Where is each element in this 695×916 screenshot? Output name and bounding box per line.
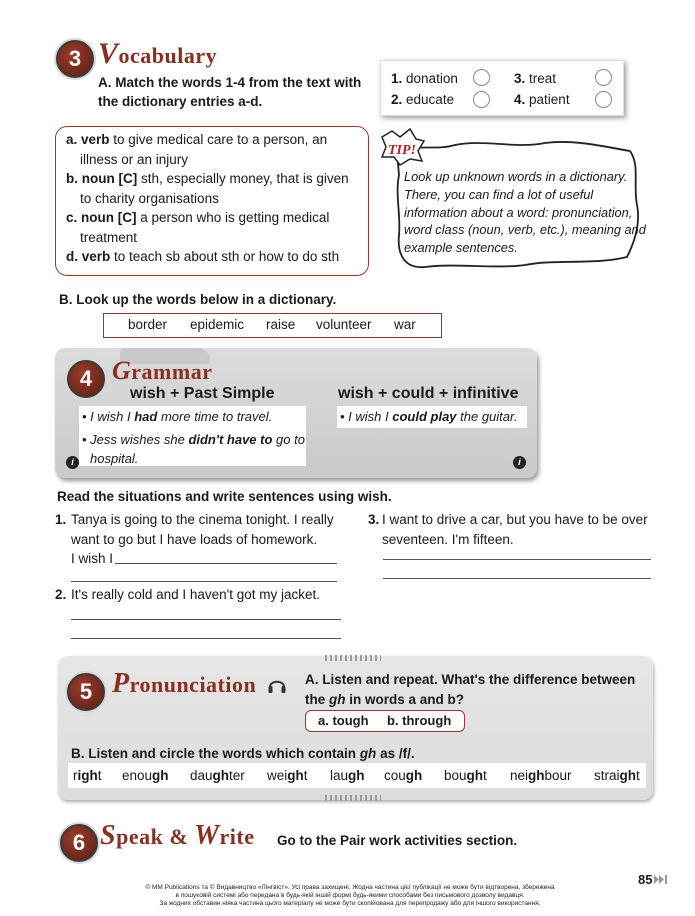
grammar-example: • I wish I had more time to travel. xyxy=(82,409,273,424)
pron-word[interactable]: cough xyxy=(384,768,423,783)
speak-write-title: Speak & Write xyxy=(100,820,255,851)
info-icon[interactable]: i xyxy=(513,456,526,469)
exercise-item-1: 1. Tanya is going to the cinema tonight. I really want to go but I have loads of homework. I wish I xyxy=(55,512,334,566)
word-item: 4. patient xyxy=(514,92,570,107)
pron-instruction-b: B. Listen and circle the words which contain gh as /f/. xyxy=(71,746,415,761)
definition-c: c. noun [C] a person who is getting medical treatment xyxy=(66,210,330,245)
pron-word[interactable]: daughter xyxy=(190,768,245,783)
headphones-icon[interactable] xyxy=(267,675,287,695)
vocab-instruction-a: A. Match the words 1-4 from the text with the dictionary entries a-d. xyxy=(98,75,362,109)
tip-badge-icon xyxy=(378,127,426,167)
example-word: a. tough xyxy=(318,713,369,728)
section-number-6: 6 xyxy=(60,824,98,862)
word-item: 2. educate xyxy=(391,92,455,107)
pron-word-row xyxy=(68,763,646,788)
answer-circle[interactable] xyxy=(473,91,490,108)
grammar-task-instruction: Read the situations and write sentences using wish. xyxy=(57,489,392,504)
exercise-item-2: 2. It's really cold and I haven't got my jacket. xyxy=(55,587,321,602)
pron-word[interactable]: neighbour xyxy=(510,768,572,783)
tip-text: Look up unknown words in a dictionary. There, you can find a lot of useful information about a word: pronunciation, word class (noun, verb, etc.), meaning and example sentences. xyxy=(404,169,646,256)
section-number-5: 5 xyxy=(67,673,105,711)
exercise-item-3: 3. I want to drive a car, but you have to be over seventeen. I'm fifteen. xyxy=(368,512,648,547)
speak-write-instruction: Go to the Pair work activities section. xyxy=(277,833,518,848)
grammar-example: • Jess wishes she didn't have to go to hospital. xyxy=(82,432,305,466)
example-word: b. through xyxy=(387,713,452,728)
grammar-title: Grammar xyxy=(112,356,213,385)
grammar-example: • I wish I could play the guitar. xyxy=(340,409,518,424)
answer-circle[interactable] xyxy=(473,69,490,86)
panel-grip xyxy=(325,655,381,661)
lookup-word: border xyxy=(128,317,168,332)
copyright-footer: © MM Publications та © Видавництво «Лінгвіст». Усі права захищені. Жодна частина цієї публікації не може бути відтворена, збережена в пошуковій системі або передана в будь-якій іншій формі будь-якими способами без письмового дозволу видавця. За жодних обставин ніяка частина цього матеріалу не може бути скопійована для перепродажу або для іншого використання. xyxy=(145,884,555,907)
match-words-box xyxy=(380,60,624,116)
answer-line[interactable] xyxy=(115,563,337,564)
example-words-box xyxy=(305,710,465,732)
answer-line[interactable] xyxy=(71,638,341,639)
word-item: 1. donation xyxy=(391,71,458,86)
pron-word[interactable]: right xyxy=(73,768,102,783)
pron-word[interactable]: bought xyxy=(444,768,487,783)
vocab-instruction-b: B. Look up the words below in a dictionary. xyxy=(59,292,337,307)
section-number-4: 4 xyxy=(67,360,105,398)
grammar-example-box-2 xyxy=(337,406,527,428)
answer-circle[interactable] xyxy=(595,69,612,86)
grammar-col2-heading: wish + could + infinitive xyxy=(338,385,519,402)
answer-line[interactable] xyxy=(71,581,337,582)
lookup-word: volunteer xyxy=(316,317,372,332)
tip-label: TIP! xyxy=(388,143,416,158)
pron-word[interactable]: enough xyxy=(122,768,169,783)
section-number-3: 3 xyxy=(56,40,94,78)
pronunciation-title: Pronunciation xyxy=(112,668,257,699)
vocabulary-title: Vocabulary xyxy=(98,37,218,70)
page-number: 85 xyxy=(638,872,653,887)
definition-b: b. noun [C] sth, especially money, that is given to charity organisations xyxy=(66,171,349,206)
panel-grip xyxy=(325,795,381,801)
pron-word[interactable]: straight xyxy=(594,768,640,783)
lookup-word: raise xyxy=(266,317,296,332)
answer-line[interactable] xyxy=(71,619,341,620)
grammar-example-box-1 xyxy=(79,406,306,466)
answer-line[interactable] xyxy=(383,559,651,560)
info-icon[interactable]: i xyxy=(66,456,79,469)
definition-d: d. verb to teach sb about sth or how to do sth xyxy=(66,249,340,264)
word-item: 3. treat xyxy=(514,71,557,86)
lookup-word: war xyxy=(394,317,416,332)
lookup-word: epidemic xyxy=(190,317,245,332)
grammar-col1-heading: wish + Past Simple xyxy=(130,385,275,402)
answer-circle[interactable] xyxy=(595,91,612,108)
lookup-words-box xyxy=(103,313,442,338)
next-arrows-icon xyxy=(654,875,668,884)
definition-a: a. verb to give medical care to a person, an illness or an injury xyxy=(66,132,328,167)
answer-line[interactable] xyxy=(383,578,651,579)
pron-instruction-a: A. Listen and repeat. What's the difference between the gh in words a and b? xyxy=(305,672,636,707)
pron-word[interactable]: laugh xyxy=(330,768,365,783)
definitions-box xyxy=(55,126,369,276)
pron-word[interactable]: weight xyxy=(267,768,308,783)
